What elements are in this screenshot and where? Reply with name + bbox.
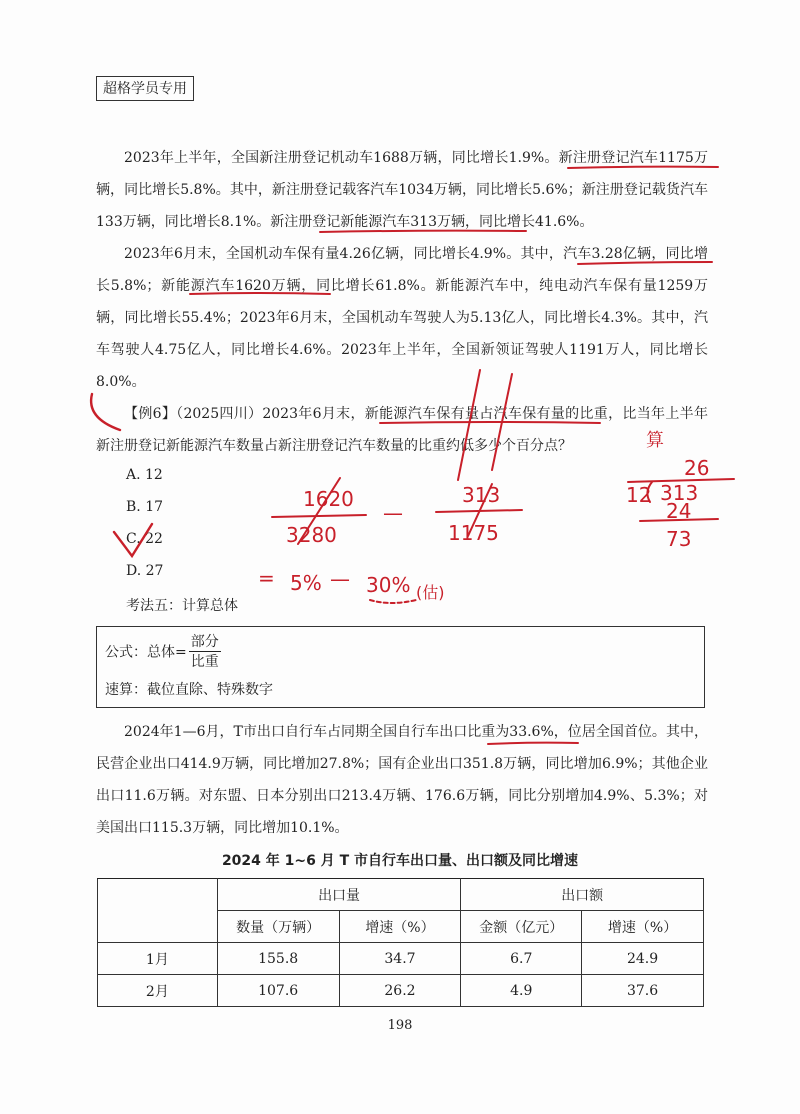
underline-new-cars (568, 167, 718, 168)
slash-question-1 (458, 370, 480, 480)
option-c: C. 22 (126, 531, 163, 547)
cell-month: 2月 (98, 975, 218, 1007)
question-stem: 【例6】（2025四川）2023年6月末，新能源汽车保有量占汽车保有量的比重，比当年上半年新注册登记新能源汽车数量占新注册登记汽车数量的比重约低多少个百分点？ (96, 406, 708, 454)
method-title: 考法五：计算总体 (126, 598, 238, 614)
header-export-value: 出口额 (461, 879, 704, 911)
header-export-volume: 出口量 (217, 879, 461, 911)
division-remainder: 73 (666, 527, 692, 551)
division-dividend: 313 (660, 481, 699, 505)
division-divisor: 12 (626, 483, 652, 507)
cell-month: 1月 (98, 943, 218, 975)
paragraph-vehicle-ownership: 2023年6月末，全国机动车保有量4.26亿辆，同比增长4.9%。其中，汽车3.28亿辆，同比增长5.8%；新能源汽车1620万辆，同比增长61.8%。新能源汽车中，纯电动汽车保有量1259万辆，同比增长55.4%；2023年6月末，全国机动车驾驶人为5.13亿人，同比增长4.3%。其中，汽车驾驶人4.75亿人，同比增长4.6%。2023年上半年，全国新领证驾驶人1191万人，同比增长8.0%。 (96, 246, 708, 390)
header-quantity: 数量（万辆） (217, 911, 339, 943)
frac1-numerator: 1620 (303, 487, 354, 511)
result-minus: — (330, 567, 350, 591)
paragraph-bicycle-export: 2024年1—6月，T市出口自行车占同期全国自行车出口比重为33.6%，位居全国首位。其中，民营企业出口414.9万辆，同比增加27.8%；国有企业出口351.8万辆，同比增加6.9%；其他企业出口11.6万辆。对东盟、日本分别出口213.4万辆、176.6万辆，同比分别增加4.9%、5.3%；对美国出口115.3万辆，同比增加10.1%。 (96, 724, 708, 836)
underline-new-energy-owned (190, 293, 330, 294)
cell-qty: 155.8 (217, 943, 339, 975)
underline-question-ratio (380, 422, 600, 423)
speed-tip: 速算：截位直除、特殊数字 (105, 682, 273, 698)
result-equals: = (258, 566, 275, 590)
check-mark (114, 524, 152, 556)
minus-sign: — (383, 501, 403, 525)
option-b: B. 17 (126, 499, 164, 515)
cell-amount-growth: 37.6 (582, 975, 704, 1007)
underline-cars-owned (578, 262, 712, 264)
wavy-underline (370, 600, 416, 603)
division-quotient: 26 (684, 456, 710, 480)
side-label: 算 (646, 430, 664, 451)
result-five-percent: 5% (290, 571, 322, 595)
division-subtrahend: 24 (666, 499, 692, 523)
header-amount: 金额（亿元） (461, 911, 582, 943)
cell-qty: 107.6 (217, 975, 339, 1007)
underline-share (488, 743, 578, 744)
frac2-numerator: 313 (462, 483, 501, 507)
option-d: D. 27 (126, 563, 164, 579)
header-tag: 超格学员专用 (96, 76, 194, 101)
header-quantity-growth: 增速（%） (339, 911, 461, 943)
page-number: 198 (387, 1018, 413, 1033)
formula-label: 公式：总体= (105, 644, 187, 661)
cell-qty-growth: 34.7 (339, 943, 461, 975)
header-amount-growth: 增速（%） (582, 911, 704, 943)
table-title: 2024 年 1~6 月 T 市自行车出口量、出口额及同比增速 (221, 853, 579, 869)
ink-underlines (91, 167, 734, 744)
cell-qty-growth: 26.2 (339, 975, 461, 1007)
cell-amount-growth: 24.9 (582, 943, 704, 975)
fraction-bar-1 (272, 515, 366, 517)
underline-new-energy-registered (320, 231, 526, 232)
frac2-denominator: 1175 (448, 521, 499, 545)
frac1-denominator: 3280 (286, 523, 337, 547)
cell-amount: 6.7 (461, 943, 582, 975)
formula-numerator: 部分 (190, 634, 219, 650)
paragraph-new-registrations: 2023年上半年，全国新注册登记机动车1688万辆，同比增长1.9%。新注册登记汽车1175万辆，同比增长5.8%。其中，新注册登记载客汽车1034万辆，同比增长5.6%；新注册登记载货汽车133万辆，同比增长8.1%。新注册登记新能源汽车313万辆，同比增长41.6%。 (96, 150, 708, 230)
result-thirty-percent: 30% (366, 573, 411, 597)
result-estimate-note: (估) (416, 583, 445, 602)
option-a: A. 12 (126, 467, 163, 483)
formula-denominator: 比重 (190, 654, 219, 670)
cell-amount: 4.9 (461, 975, 582, 1007)
